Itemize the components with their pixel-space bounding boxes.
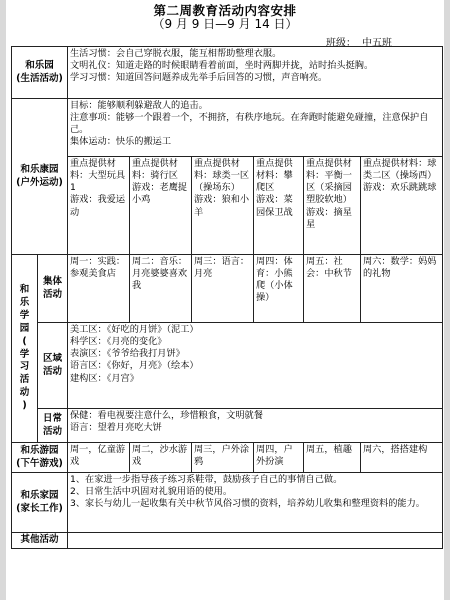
- other-row: [12, 533, 443, 549]
- life-row: [12, 47, 443, 99]
- class-value: 中五班: [362, 38, 392, 49]
- class-separator: ：: [346, 38, 356, 49]
- family-item-3: 3、家长与幼儿一起收集有关中秋节风俗习惯的资料，培养幼儿收集和整理资料的能力。: [70, 498, 425, 510]
- outdoor-zone-2: 重点提供材料：骑行区 游戏：老鹰捉小鸡: [130, 157, 192, 255]
- family-content: [68, 473, 443, 533]
- family-label: 和乐家园 (家长工作): [12, 473, 68, 533]
- page-margin-right: [444, 0, 450, 600]
- afternoon-day-1: 周一，亿童游戏: [68, 443, 130, 473]
- other-content: [68, 533, 443, 549]
- outdoor-notes: 注意事项：能够一个跟着一个，不拥挤，有秩序地玩。在奔跑时能避免碰撞，注意保护自己。: [70, 112, 429, 136]
- outdoor-label: 和乐康园 (户外运动): [12, 99, 68, 255]
- outdoor-group-game: 集体运动：快乐的搬运工: [70, 136, 172, 148]
- outdoor-zone-1: 重点提供材料：大型玩具 1 游戏：我爱运动: [68, 157, 130, 255]
- family-item-2: 2、日常生活中巩固对礼貌用语的使用。: [70, 486, 233, 498]
- outdoor-goal: [68, 99, 443, 157]
- group-day-5: 周五：社会：中秋节: [304, 255, 361, 323]
- other-label: 其他活动: [12, 533, 68, 549]
- area-science: 科学区：《月亮的变化》: [70, 336, 167, 348]
- outdoor-zone-5: 重点提供材料：平衡一区（采摘园塑胶软地） 游戏：摘星星: [304, 157, 361, 255]
- group-activity-row: [12, 255, 443, 323]
- life-etiquette: 文明礼仪：知道走路的时候眼睛看着前面，坐时两脚并拢，站时抬头挺胸。: [70, 60, 374, 72]
- life-study-habit: 学习习惯：知道回答问题养成先举手后回答的习惯，声音响亮。: [70, 72, 328, 84]
- area-activity-content: [68, 323, 443, 409]
- afternoon-day-2: 周二，沙水游戏: [130, 443, 192, 473]
- outdoor-goal-row: [12, 99, 443, 157]
- area-activity-label: 区域 活动: [38, 323, 68, 409]
- class-label: 班级: [326, 38, 346, 49]
- afternoon-label: 和乐游园 (下午游戏): [12, 443, 68, 473]
- daily-activity-label: 日常 活动: [38, 409, 68, 443]
- area-construction: 建构区：《月宫》: [70, 372, 139, 384]
- group-day-4: 周四：体育：小熊爬（小体操）: [254, 255, 304, 323]
- outdoor-zone-4: 重点提供材料：攀爬区 游戏：菜园保卫战: [254, 157, 304, 255]
- daily-health: 保健：看电视要注意什么，珍惜粮食，文明就餐: [70, 410, 263, 421]
- area-activity-row: [12, 323, 443, 409]
- afternoon-day-6: 周六，搭搭建构: [361, 443, 443, 473]
- afternoon-day-4: 周四，户外扮演: [254, 443, 304, 473]
- afternoon-row: [12, 443, 443, 473]
- life-label: 和乐园 (生活活动): [12, 47, 68, 99]
- daily-activity-content: [68, 409, 443, 443]
- outdoor-goal-text: 目标：能够顺利躲避敌人的追击。: [70, 100, 208, 111]
- daily-activity-row: [12, 409, 443, 443]
- group-day-3: 周三：语言：月亮: [192, 255, 254, 323]
- afternoon-day-3: 周三，户外涂鸦: [192, 443, 254, 473]
- family-item-1: 1、在家进一步指导孩子练习系鞋带，鼓励孩子自己的事情自己做。: [70, 474, 343, 485]
- group-activity-label: 集体 活动: [38, 255, 68, 323]
- group-day-2: 周二：音乐：月亮婆婆喜欢我: [130, 255, 192, 323]
- outdoor-zones-row: [12, 157, 443, 255]
- learning-label: 和 乐 学 园 ( 学 习 活 动 ): [12, 255, 38, 443]
- date-range: （9 月 9 日—9 月 14 日）: [152, 17, 298, 31]
- outdoor-zone-3: 重点提供材料：球类一区（操场东） 游戏：狼和小羊: [192, 157, 254, 255]
- page-title: 第二周教育活动内容安排: [153, 3, 297, 18]
- afternoon-day-5: 周五，植趣: [304, 443, 361, 473]
- area-language: 语言区：《你好，月亮》（绘本）: [70, 360, 199, 372]
- family-row: [12, 473, 443, 533]
- area-performance: 表演区：《爷爷给我打月饼》: [70, 348, 185, 360]
- daily-language: 语言：望着月亮吃大饼: [70, 422, 162, 434]
- group-day-6: 周六：数学：妈妈的礼物: [361, 255, 443, 323]
- group-day-1: 周一：实践：参观美食店: [68, 255, 130, 323]
- outdoor-zone-6: 重点提供材料：球类二区（操场西） 游戏：欢乐跳跳球: [361, 157, 443, 255]
- schedule-table: [11, 46, 443, 549]
- area-art: 美工区：《好吃的月饼》（泥工）: [70, 324, 199, 335]
- page-margin-left: [0, 0, 6, 600]
- life-habit: 生活习惯：会自己穿脱衣服，能互相帮助整理衣服。: [70, 48, 282, 59]
- life-content: [68, 47, 443, 99]
